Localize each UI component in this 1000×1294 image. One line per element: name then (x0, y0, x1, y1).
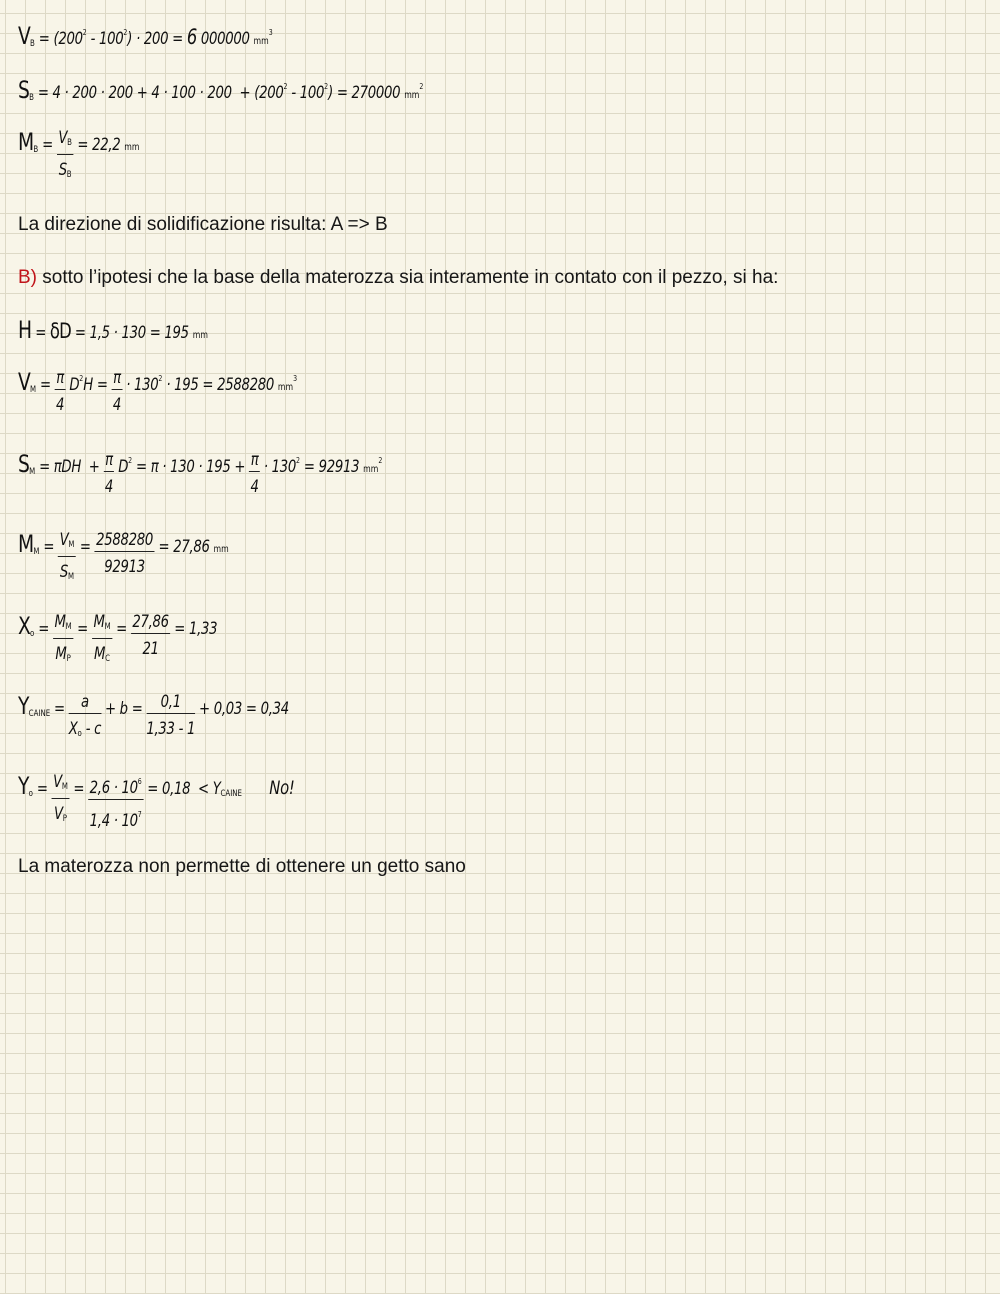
equation-vb: $V_B = (200^2 - 100^2) \cdot 200 = 6$ 000000 $mm^3$ (18, 22, 273, 50)
equation-mm: $M_M$ = $\frac{V_M}{S_M}$ = $\frac{2588280}{92913}$ = 27,86 mm (18, 530, 229, 582)
equation-sm: $S_M = \pi DH$ + $\frac{\pi}{4}$ $D^2 = \pi \cdot 130 \cdot 195$ + $\frac{\pi}{4}$ · $130^2 = 92913$ $mm^2$ (18, 450, 383, 497)
equation-h: H = δD = 1,5 · 130 = 195 mm (18, 316, 208, 344)
case-b-statement (18, 267, 778, 289)
equation-sb: $S_B = 4 \cdot 200 \cdot 200 + 4 \cdot 100 \cdot 200 + (200^2 - 100^2) = 270000$ $mm^2$ (18, 76, 424, 104)
solidification-direction-text: La direzione di solidificazione risulta: A => B (18, 214, 388, 235)
case-b-text: sotto l’ipotesi che la base della materozza sia interamente in contato con il pezzo, si ha: (37, 267, 779, 288)
conclusion-text: La materozza non permette di ottenere un getto sano (18, 856, 466, 877)
equation-vm: $V_M$ = $\frac{\pi}{4}$ $D^2H$ = $\frac{\pi}{4}$ · $130^2 \cdot 195 = 2588280$ $mm^3$ (18, 368, 298, 415)
equation-x0: $X_o$ = $\frac{M_M}{M_P}$ = $\frac{M_M}{M_C}$ = $\frac{27,86}{21}$ = 1,33 (18, 612, 218, 664)
equation-mb: $M_B$ = $\frac{V_B}{S_B}$ = 22,2 mm (18, 128, 140, 180)
equation-y0: $Y_o$ = $\frac{V_M}{V_P}$ = $\frac{2,6 \cdot 10^6}{1,4 \cdot 10^7}$ = $0,18 < Y_{CAINE}$ No! (18, 772, 295, 831)
equation-ycaine: $Y_{CAINE}$ = $\frac{a}{X_o - c}$ + b = $\frac{0,1}{1,33 - 1}$ + 0,03 = 0,34 (18, 692, 289, 739)
case-b-label: B) (18, 267, 37, 288)
